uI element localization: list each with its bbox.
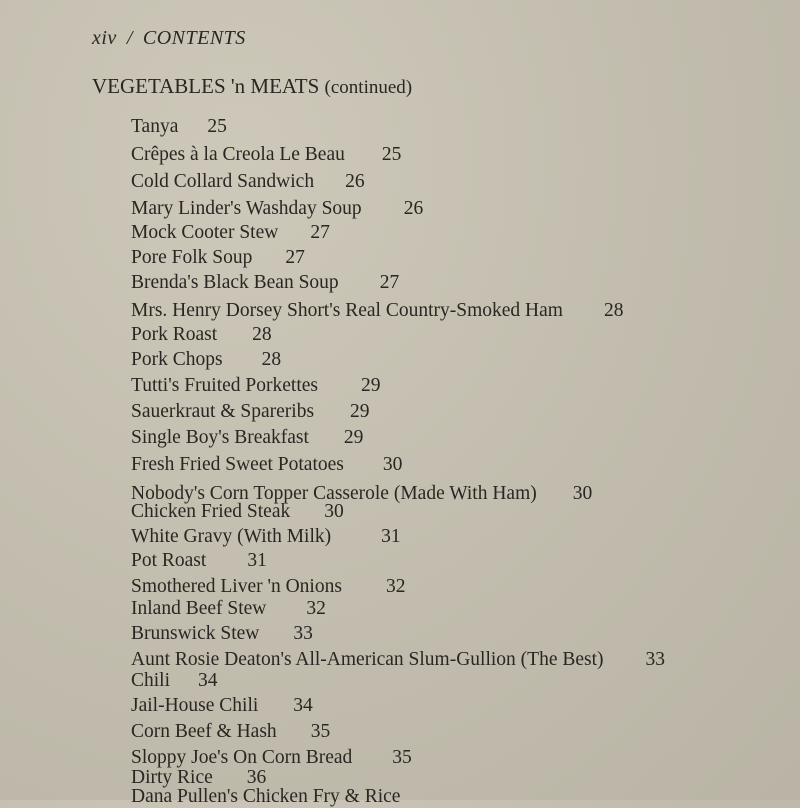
entry-page-number: 30 [572, 483, 593, 504]
toc-entry [131, 500, 344, 524]
entry-title: Dirty Rice [131, 767, 213, 788]
entry-page-number: 28 [252, 324, 272, 345]
entry-title: Chicken Fried Steak [131, 501, 291, 522]
entry-page-number: 33 [293, 623, 313, 644]
toc-entry [131, 299, 623, 323]
toc-entry [131, 525, 401, 549]
toc-entry [131, 426, 363, 450]
entry-title: White Gravy (With Milk) [131, 526, 332, 547]
toc-entry [131, 669, 218, 693]
toc-entry [131, 348, 281, 372]
toc-entry [131, 694, 313, 718]
entry-title: Cold Collard Sandwich [131, 171, 315, 192]
entry-title: Nobody's Corn Topper Casserole (Made With Ham) [131, 483, 537, 504]
toc-entry [131, 323, 272, 347]
entry-title: Mary Linder's Washday Soup [131, 198, 362, 219]
entry-title: Jail-House Chili [131, 695, 259, 716]
entry-page-number: 34 [293, 695, 313, 716]
entry-page-number: 25 [207, 116, 227, 137]
toc-entry [131, 374, 380, 398]
entry-page-number: 26 [345, 171, 365, 192]
entry-title: Pore Folk Soup [131, 247, 253, 268]
toc-entry [131, 622, 313, 646]
running-header [92, 27, 246, 50]
entry-title: Crêpes à la Creola Le Beau [131, 144, 345, 165]
entry-title: Brunswick Stew [131, 623, 260, 644]
toc-entry [131, 143, 401, 167]
entry-title: Sauerkraut & Spareribs [131, 401, 315, 422]
entry-page-number: 35 [392, 747, 412, 768]
entry-page-number: 28 [603, 300, 624, 321]
entry-page-number: 27 [379, 272, 400, 293]
toc-entry [131, 400, 370, 424]
entry-page-number: 30 [324, 501, 344, 522]
entry-title: Fresh Fried Sweet Potatoes [131, 454, 344, 475]
entry-title: Sloppy Joe's On Corn Bread [131, 747, 353, 768]
section-title: VEGETABLES 'n MEATS [92, 74, 320, 98]
entry-page-number: 34 [198, 670, 218, 691]
section-heading [92, 74, 412, 99]
entry-page-number: 29 [343, 427, 364, 448]
page-number: xiv [92, 27, 117, 49]
section-note: (continued) [324, 77, 413, 98]
entry-page-number: 35 [310, 721, 331, 742]
entry-title: Pot Roast [131, 550, 207, 571]
toc-entry [131, 766, 266, 790]
entry-page-number: 29 [350, 401, 370, 422]
entry-title: Inland Beef Stew [131, 598, 267, 619]
toc-entry [131, 271, 399, 295]
cut-off-entry: Dana Pullen's Chicken Fry & Rice [131, 786, 401, 807]
entry-title: Corn Beef & Hash [131, 721, 277, 742]
entry-page-number: 27 [310, 222, 330, 243]
entry-title: Mock Cooter Stew [131, 222, 279, 243]
toc-entry [131, 720, 330, 744]
entry-page-number: 32 [306, 598, 326, 619]
entry-page-number: 32 [385, 576, 406, 597]
entry-page-number: 31 [381, 526, 401, 547]
entry-title: Tutti's Fruited Porkettes [131, 375, 318, 396]
toc-entry [131, 597, 326, 621]
entry-title: Brenda's Black Bean Soup [131, 272, 339, 293]
entry-page-number: 29 [360, 375, 381, 396]
entry-title: Pork Chops [131, 349, 223, 370]
entry-title: Mrs. Henry Dorsey Short's Real Country-Smoked Ham [131, 300, 563, 321]
toc-entry [131, 549, 267, 573]
header-separator: / [126, 27, 133, 49]
entry-page-number: 30 [382, 454, 403, 475]
toc-entry [131, 575, 405, 599]
toc-entry [131, 453, 402, 477]
entry-page-number: 28 [261, 349, 282, 370]
entry-page-number: 25 [381, 144, 402, 165]
entry-title: Single Boy's Breakfast [131, 427, 309, 448]
entry-page-number: 36 [246, 767, 267, 788]
toc-entry [131, 221, 330, 245]
entry-page-number: 31 [247, 550, 267, 571]
entry-title: Chili [131, 670, 171, 691]
toc-entry [131, 246, 305, 270]
entry-title: Aunt Rosie Deaton's All-American Slum-Gullion (The Best) [131, 649, 604, 670]
toc-entry [131, 197, 423, 221]
entry-page-number: 27 [285, 247, 305, 268]
entry-title: Smothered Liver 'n Onions [131, 576, 342, 597]
entry-title: Pork Roast [131, 324, 218, 345]
entry-title: Tanya [131, 116, 179, 137]
toc-entry [131, 170, 365, 194]
entry-page-number: 33 [645, 649, 666, 670]
running-title: CONTENTS [142, 27, 246, 49]
entry-page-number: 26 [403, 198, 424, 219]
toc-entry [131, 115, 227, 139]
